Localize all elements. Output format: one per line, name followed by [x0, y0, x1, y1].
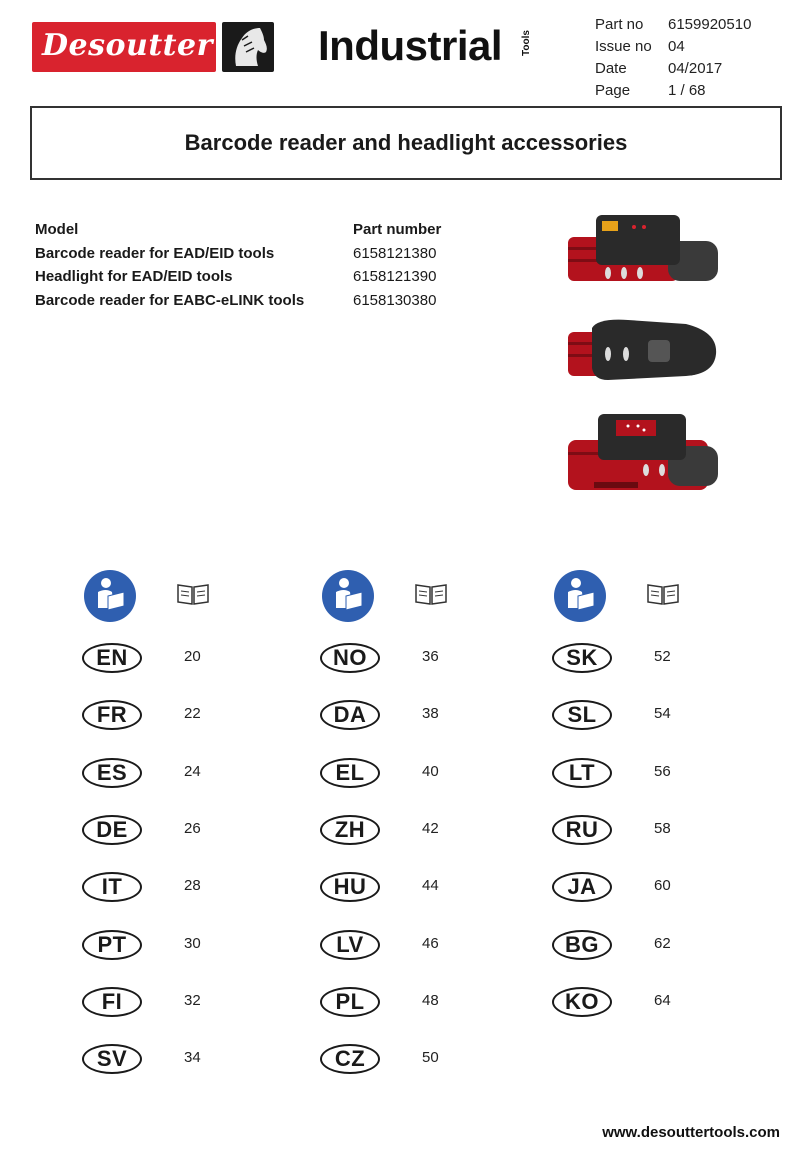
brand-name: Desoutter	[42, 28, 213, 63]
language-entry[interactable]	[320, 987, 500, 1017]
language-page-number: 36	[422, 648, 439, 665]
language-entry[interactable]	[320, 930, 500, 960]
read-manual-icon	[84, 570, 136, 622]
title-box	[30, 106, 782, 180]
language-page-number: 22	[184, 705, 201, 723]
language-code-badge: EN	[82, 643, 142, 673]
language-entry[interactable]	[552, 758, 732, 788]
language-entry[interactable]	[552, 700, 732, 730]
language-page-number: 44	[422, 877, 439, 895]
language-page-number: 40	[422, 762, 439, 780]
language-code-badge: BG	[552, 930, 612, 960]
language-page-number: 62	[654, 934, 671, 952]
language-page-number: 30	[184, 934, 201, 952]
model-table	[35, 218, 441, 312]
meta-part-no: Part no 6159920510	[595, 16, 752, 33]
document-meta	[595, 14, 751, 102]
language-code-badge: LV	[320, 930, 380, 960]
language-page-number: 26	[184, 819, 201, 837]
language-page-number: 28	[184, 877, 201, 895]
language-code-badge: KO	[552, 987, 612, 1017]
language-code-badge: FR	[82, 700, 142, 730]
language-page-number: 24	[184, 762, 201, 780]
horse-head-logo-icon	[222, 22, 274, 72]
language-code-badge: IT	[82, 872, 142, 902]
industrial-wordmark: Industrial	[318, 22, 503, 69]
language-code-badge: SK	[552, 643, 612, 673]
language-code-badge: ES	[82, 758, 142, 788]
language-page-number: 38	[422, 705, 439, 723]
language-page-number: 34	[184, 1049, 201, 1067]
language-code-badge: PL	[320, 987, 380, 1017]
language-entry[interactable]	[82, 700, 262, 730]
language-entry[interactable]	[552, 930, 732, 960]
language-entry[interactable]	[320, 758, 500, 788]
barcode-reader-ead-image	[568, 207, 718, 297]
language-page-number: 20	[184, 648, 201, 665]
language-entry[interactable]	[320, 1044, 500, 1074]
language-page-number: 46	[422, 934, 439, 952]
page-title: Barcode reader and headlight accessories	[184, 130, 628, 155]
language-page-number: 56	[654, 762, 671, 780]
website-url[interactable]: www.desouttertools.com	[602, 1124, 780, 1141]
meta-issue-no: Issue no 04	[595, 38, 685, 55]
language-code-badge: NO	[320, 643, 380, 673]
language-code-badge: FI	[82, 987, 142, 1017]
language-entry[interactable]	[82, 987, 262, 1017]
language-entry[interactable]	[82, 930, 262, 960]
book-icon	[414, 582, 448, 606]
meta-page: Page 1 / 68	[595, 82, 706, 99]
language-page-number: 48	[422, 991, 439, 1009]
language-code-badge: CZ	[320, 1044, 380, 1074]
tools-wordmark: Tools	[521, 30, 532, 56]
language-entry[interactable]	[552, 815, 732, 845]
language-page-number: 32	[184, 991, 201, 1009]
language-code-badge: DE	[82, 815, 142, 845]
language-entry[interactable]	[82, 872, 262, 902]
headlight-ead-image	[568, 318, 718, 398]
language-code-badge: SV	[82, 1044, 142, 1074]
desoutter-logo	[32, 22, 216, 72]
language-code-badge: RU	[552, 815, 612, 845]
language-code-badge: LT	[552, 758, 612, 788]
language-page-number: 54	[654, 705, 671, 723]
language-code-badge: ZH	[320, 815, 380, 845]
book-icon	[176, 582, 210, 606]
meta-date: Date 04/2017	[595, 60, 723, 77]
language-code-badge: JA	[552, 872, 612, 902]
language-page-number: 42	[422, 819, 439, 837]
language-page-number: 52	[654, 648, 671, 665]
language-entry[interactable]	[552, 872, 732, 902]
language-entry[interactable]	[552, 987, 732, 1017]
language-code-badge: PT	[82, 930, 142, 960]
model-row: Headlight for EAD/EID tools 6158121390	[35, 268, 437, 285]
language-code-badge: DA	[320, 700, 380, 730]
language-code-badge: SL	[552, 700, 612, 730]
language-entry[interactable]	[320, 700, 500, 730]
language-entry[interactable]	[552, 643, 732, 673]
language-page-number: 64	[654, 991, 671, 1009]
model-row: Barcode reader for EABC-eLINK tools 6158130380	[35, 291, 437, 309]
language-entry[interactable]	[82, 815, 262, 845]
language-code-badge: EL	[320, 758, 380, 788]
language-code-badge: HU	[320, 872, 380, 902]
model-table-header: Model Part number	[35, 221, 442, 238]
read-manual-icon	[554, 570, 606, 622]
language-entry[interactable]	[320, 815, 500, 845]
barcode-reader-eabc-image	[568, 410, 718, 500]
language-entry[interactable]	[320, 872, 500, 902]
language-entry[interactable]	[82, 758, 262, 788]
language-page-number: 60	[654, 877, 671, 895]
language-page-number: 58	[654, 819, 671, 837]
language-page-number: 50	[422, 1049, 439, 1067]
language-entry[interactable]	[82, 643, 262, 673]
book-icon	[646, 582, 680, 606]
language-entry[interactable]	[320, 643, 500, 673]
model-row: Barcode reader for EAD/EID tools 6158121380	[35, 244, 437, 262]
read-manual-icon	[322, 570, 374, 622]
language-entry[interactable]	[82, 1044, 262, 1074]
